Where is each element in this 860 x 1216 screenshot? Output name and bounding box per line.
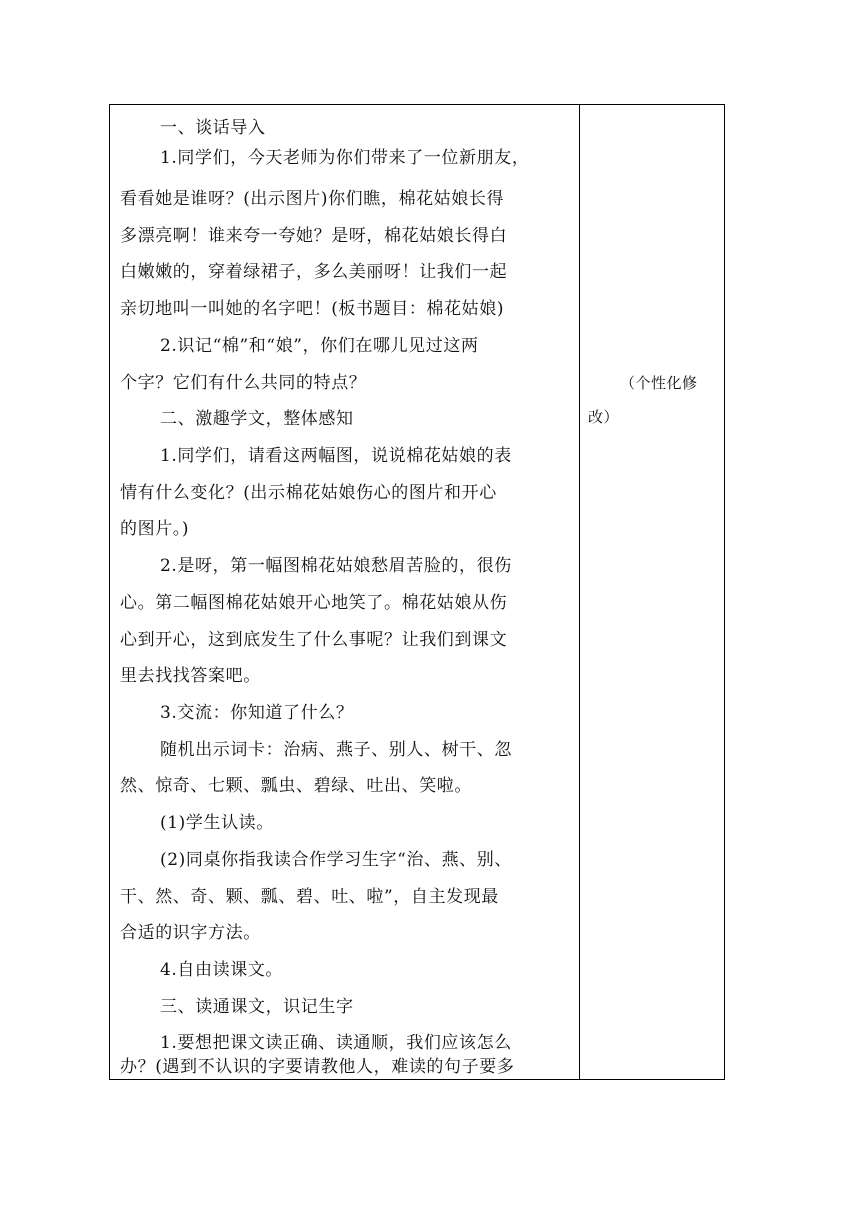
revision-note-line: 改） bbox=[588, 408, 620, 426]
section-heading-2: 二、激趣学文，整体感知 bbox=[160, 409, 354, 429]
revision-note-line: （个性化修 bbox=[620, 374, 698, 392]
content-line: 白嫩嫩的，穿着绿裙子，多么美丽呀！让我们一起 bbox=[120, 262, 508, 282]
content-line: 3.交流：你知道了什么？ bbox=[160, 703, 354, 723]
content-line: 亲切地叫一叫她的名字吧！(板书题目：棉花姑娘) bbox=[120, 299, 505, 319]
section-heading-3: 三、读通课文，识记生字 bbox=[160, 997, 354, 1017]
content-line: 1.同学们，今天老师为你们带来了一位新朋友， bbox=[160, 148, 530, 168]
content-line: 个字？它们有什么共同的特点？ bbox=[120, 373, 367, 393]
lesson-content-column bbox=[110, 105, 579, 1079]
content-line: 多漂亮啊！谁来夸一夸她？是呀，棉花姑娘长得白 bbox=[120, 226, 508, 246]
content-line: 办？(遇到不认识的字要请教他人，难读的句子要多 bbox=[120, 1057, 515, 1077]
content-line: 看看她是谁呀？(出示图片)你们瞧，棉花姑娘长得 bbox=[120, 189, 505, 209]
content-line: 的图片。) bbox=[120, 519, 190, 539]
content-line: (1)学生认读。 bbox=[160, 813, 274, 833]
content-line: 然、惊奇、七颗、瓢虫、碧绿、吐出、笑啦。 bbox=[120, 776, 472, 796]
section-heading-1: 一、谈话导入 bbox=[160, 118, 266, 138]
revision-notes-column bbox=[580, 105, 725, 1079]
content-line: 心。第二幅图棉花姑娘开心地笑了。棉花姑娘从伤 bbox=[120, 593, 508, 613]
content-line: 情有什么变化？(出示棉花姑娘伤心的图片和开心 bbox=[120, 483, 497, 503]
content-line: 合适的识字方法。 bbox=[120, 923, 261, 943]
content-line: 心到开心，这到底发生了什么事呢？让我们到课文 bbox=[120, 630, 508, 650]
content-line: 干、然、奇、颗、瓢、碧、吐、啦”，自主发现最 bbox=[120, 887, 499, 907]
content-line: 2.是呀，第一幅图棉花姑娘愁眉苦脸的，很伤 bbox=[160, 556, 512, 576]
content-line: 随机出示词卡：治病、燕子、别人、树干、忽 bbox=[160, 740, 512, 760]
content-line: 里去找找答案吧。 bbox=[120, 666, 261, 686]
content-line: (2)同桌你指我读合作学习生字“治、燕、别、 bbox=[160, 850, 512, 870]
content-line: 1.同学们，请看这两幅图，说说棉花姑娘的表 bbox=[160, 446, 512, 466]
content-line: 4.自由读课文。 bbox=[160, 960, 284, 980]
lesson-plan-table bbox=[109, 104, 725, 1080]
content-line: 1.要想把课文读正确、读通顺，我们应该怎么 bbox=[160, 1033, 512, 1053]
content-line: 2.识记“棉”和“娘”，你们在哪儿见过这两 bbox=[160, 336, 479, 356]
